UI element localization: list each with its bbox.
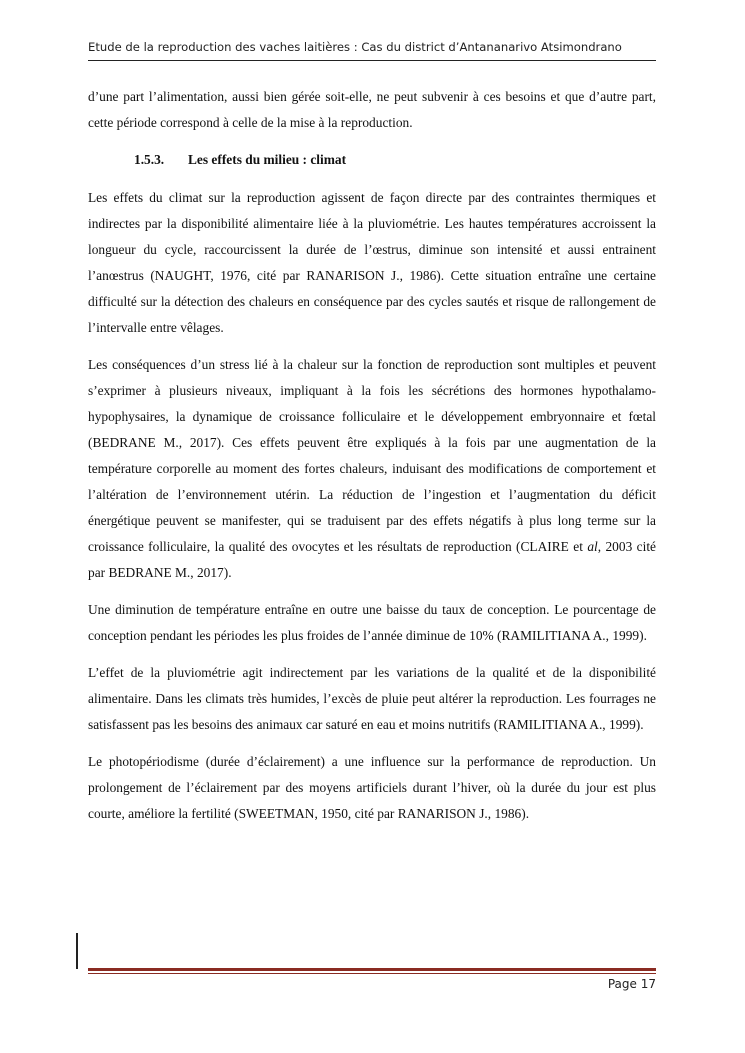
footer-rule-thick <box>88 968 656 971</box>
paragraph-continuation: d’une part l’alimentation, aussi bien gérée soit-elle, ne peut subvenir à ces besoins et que d’autre part, cette période correspond à celle de la mise à la reproduction. <box>88 89 656 130</box>
citation-italic: al <box>587 539 598 554</box>
paragraph-heat-stress-text: Les conséquences d’un stress lié à la chaleur sur la fonction de reproduction sont multiples et peuvent s’exprimer à plusieurs niveaux, impliquant à la fois les sécrétions des hormones hypothalamo-hypophysaires, la dynamique de croissance folliculaire et le développement embryonnaire et fœtal (BEDRANE M., 2017). Ces effets peuvent être expliqués à la fois par une augmentation de la température corporelle au moment des fortes chaleurs, induisant des modifications de comportement et l’altération de l’environnement utérin. La réduction de l’ingestion et l’augmentation du déficit énergétique peuvent se manifester, qui se traduisent par des effets négatifs à plus long terme sur la croissance folliculaire, la qualité des ovocytes et les résultats de reproduction (CLAIRE et <box>88 357 656 554</box>
running-header: Etude de la reproduction des vaches laitières : Cas du district d’Antananarivo Atsimondrano <box>88 40 622 54</box>
margin-bar <box>76 933 78 969</box>
paragraph-rainfall: L’effet de la pluviométrie agit indirectement par les variations de la qualité et de la disponibilité alimentaire. Dans les climats très humides, l’excès de pluie peut altérer la reproduction. Les fourrages ne satisfassent pas les besoins des animaux car saturé en eau et moins nutritifs (RAMILITIANA A., 1999). <box>88 665 656 732</box>
page-body <box>88 84 656 838</box>
section-heading <box>134 147 656 173</box>
header-rule <box>88 60 656 61</box>
paragraph-photoperiod: Le photopériodisme (durée d’éclairement) a une influence sur la performance de reproduction. Un prolongement de l’éclairement par des moyens artificiels durant l’hiver, où la durée du jour est plus courte, améliore la fertilité (SWEETMAN, 1950, cité par RANARISON J., 1986). <box>88 754 656 821</box>
paragraph-heat-stress-tail: , 2003 cité par BEDRANE M., 2017). <box>88 539 656 580</box>
page-number: Page 17 <box>607 977 656 991</box>
paragraph-temperature-decrease: Une diminution de température entraîne en outre une baisse du taux de conception. Le pourcentage de conception pendant les périodes les plus froides de l’année diminue de 10% (RAMILITIANA A., 1999). <box>88 602 656 643</box>
section-number: 1.5.3. <box>134 152 165 167</box>
paragraph-heat-stress <box>88 352 656 586</box>
footer-rule-thin <box>88 973 656 974</box>
section-title: Les effets du milieu : climat <box>188 152 347 167</box>
paragraph-climate-effects: Les effets du climat sur la reproduction agissent de façon directe par des contraintes thermiques et indirectes par la disponibilité alimentaire liée à la pluviométrie. Les hautes températures accroissent la longueur du cycle, raccourcissent la durée de l’œstrus, diminue son intensité et aussi entrainent l’anœstrus (NAUGHT, 1976, cité par RANARISON J., 1986). Cette situation entraîne une certaine difficulté sur la détection des chaleurs en conséquence par des cycles sautés et risque de rallongement de l’intervalle entre vêlages. <box>88 190 656 335</box>
